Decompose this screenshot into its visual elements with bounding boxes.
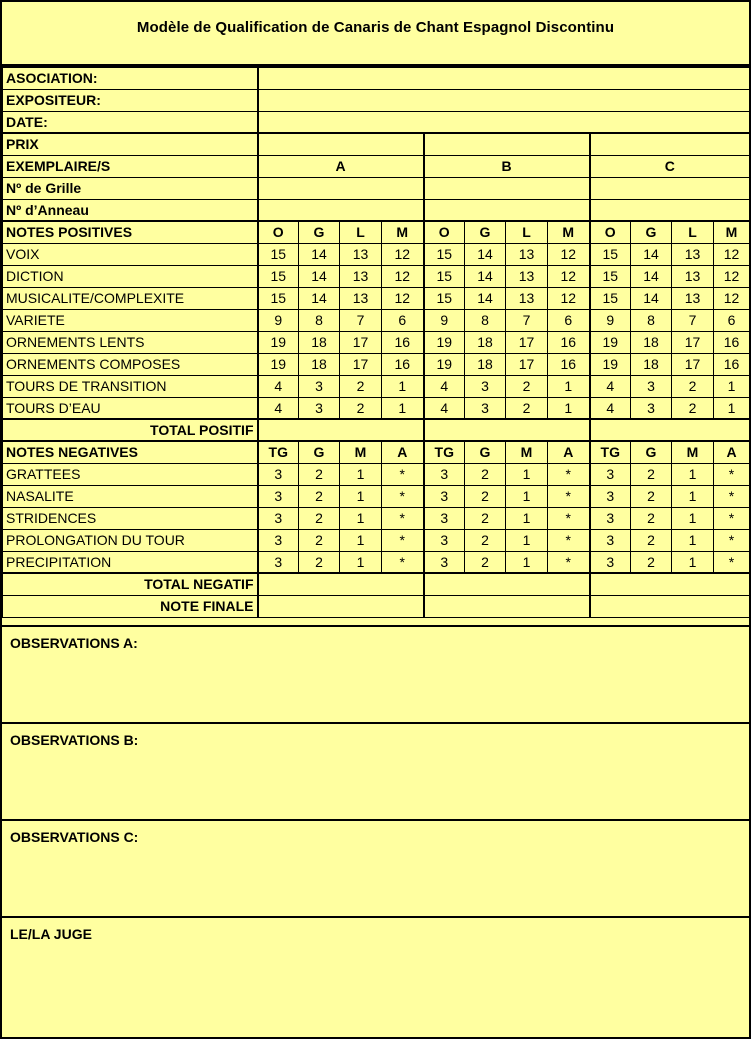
positive-header-a-1: G xyxy=(299,221,340,243)
score-cell[interactable]: 12 xyxy=(548,265,590,287)
score-cell[interactable]: 2 xyxy=(299,507,340,529)
score-cell[interactable]: 3 xyxy=(590,551,631,573)
score-cell[interactable]: 14 xyxy=(631,265,672,287)
positive-header-b-2: L xyxy=(506,221,548,243)
observations-b-label: OBSERVATIONS B: xyxy=(10,732,139,748)
score-cell[interactable]: 1 xyxy=(382,375,424,397)
prix-label: PRIX xyxy=(3,133,258,155)
score-cell[interactable]: 17 xyxy=(340,331,382,353)
negative-row-label: GRATTEES xyxy=(3,463,258,485)
row-prix xyxy=(3,133,750,155)
observations-b[interactable] xyxy=(2,722,749,819)
score-cell[interactable]: * xyxy=(714,507,750,529)
negative-header-row xyxy=(3,441,750,463)
score-cell[interactable]: 7 xyxy=(340,309,382,331)
score-cell[interactable]: 1 xyxy=(506,507,548,529)
score-cell[interactable]: 13 xyxy=(340,265,382,287)
score-cell[interactable]: 3 xyxy=(424,463,465,485)
score-cell[interactable]: 16 xyxy=(382,353,424,375)
score-cell[interactable]: 1 xyxy=(672,551,714,573)
negative-header-b-1: G xyxy=(465,441,506,463)
positive-header-c-1: G xyxy=(631,221,672,243)
observations-c-label: OBSERVATIONS C: xyxy=(10,829,139,845)
negative-row xyxy=(3,485,750,507)
score-cell[interactable]: 3 xyxy=(590,463,631,485)
score-cell[interactable]: 2 xyxy=(631,485,672,507)
score-cell[interactable]: 15 xyxy=(590,265,631,287)
score-cell[interactable]: 2 xyxy=(672,375,714,397)
score-cell[interactable]: * xyxy=(714,463,750,485)
score-cell[interactable]: 1 xyxy=(340,529,382,551)
score-cell[interactable]: 3 xyxy=(590,529,631,551)
negative-row xyxy=(3,507,750,529)
score-cell[interactable]: 1 xyxy=(714,397,750,419)
note-finale-row xyxy=(3,595,750,617)
score-cell[interactable]: 1 xyxy=(340,463,382,485)
row-asociation xyxy=(3,67,750,89)
score-cell[interactable]: 1 xyxy=(382,397,424,419)
score-cell[interactable]: 3 xyxy=(465,375,506,397)
negative-row xyxy=(3,551,750,573)
positive-row-label: MUSICALITE/COMPLEXITE xyxy=(3,287,258,309)
score-cell[interactable]: 13 xyxy=(506,265,548,287)
score-cell[interactable]: 3 xyxy=(258,485,299,507)
score-cell[interactable]: 3 xyxy=(258,529,299,551)
exemplaire-c: C xyxy=(590,155,750,177)
score-cell[interactable]: 18 xyxy=(631,353,672,375)
date-label: DATE: xyxy=(3,111,258,133)
score-cell[interactable]: 4 xyxy=(590,375,631,397)
score-cell[interactable]: 2 xyxy=(465,507,506,529)
observations-a[interactable] xyxy=(2,625,749,722)
score-cell[interactable]: 2 xyxy=(299,551,340,573)
score-cell[interactable]: 8 xyxy=(299,309,340,331)
score-cell[interactable]: * xyxy=(548,507,590,529)
negative-row xyxy=(3,463,750,485)
observations-a-label: OBSERVATIONS A: xyxy=(10,635,138,651)
negative-header-c-1: G xyxy=(631,441,672,463)
score-cell[interactable]: 1 xyxy=(340,507,382,529)
note-finale-b[interactable] xyxy=(424,595,590,617)
score-cell[interactable]: 12 xyxy=(382,243,424,265)
score-cell[interactable]: 1 xyxy=(506,485,548,507)
row-grille xyxy=(3,177,750,199)
score-cell[interactable]: 9 xyxy=(590,309,631,331)
score-cell[interactable]: 13 xyxy=(506,243,548,265)
positive-header-c-2: L xyxy=(672,221,714,243)
negative-header-b-3: A xyxy=(548,441,590,463)
score-cell[interactable]: * xyxy=(548,463,590,485)
positive-row-label: DICTION xyxy=(3,265,258,287)
score-cell[interactable]: 17 xyxy=(506,353,548,375)
positive-row xyxy=(3,265,750,287)
score-cell[interactable]: 1 xyxy=(506,463,548,485)
score-cell[interactable]: 12 xyxy=(548,243,590,265)
score-cell[interactable]: * xyxy=(382,551,424,573)
score-cell[interactable]: 18 xyxy=(465,353,506,375)
negative-row-label: STRIDENCES xyxy=(3,507,258,529)
total-positive-a[interactable] xyxy=(258,419,424,441)
prix-b[interactable] xyxy=(424,133,590,155)
negative-row-label: PROLONGATION DU TOUR xyxy=(3,529,258,551)
score-cell[interactable]: 12 xyxy=(714,265,750,287)
positive-label: NOTES POSITIVES xyxy=(3,221,258,243)
prix-a[interactable] xyxy=(258,133,424,155)
score-cell[interactable]: 1 xyxy=(340,485,382,507)
score-cell[interactable]: 16 xyxy=(382,331,424,353)
positive-header-row xyxy=(3,221,750,243)
score-cell[interactable]: 3 xyxy=(424,507,465,529)
score-cell[interactable]: 12 xyxy=(548,287,590,309)
score-cell[interactable]: 18 xyxy=(631,331,672,353)
score-cell[interactable]: 13 xyxy=(340,287,382,309)
positive-header-b-3: M xyxy=(548,221,590,243)
score-cell[interactable]: 2 xyxy=(672,397,714,419)
score-cell[interactable]: 14 xyxy=(465,243,506,265)
score-cell[interactable]: * xyxy=(714,529,750,551)
negative-header-b-0: TG xyxy=(424,441,465,463)
score-cell[interactable]: 3 xyxy=(465,397,506,419)
score-cell[interactable]: 3 xyxy=(299,375,340,397)
score-cell[interactable]: 3 xyxy=(258,463,299,485)
score-cell[interactable]: 16 xyxy=(714,331,750,353)
score-cell[interactable]: 15 xyxy=(424,265,465,287)
total-positive-c[interactable] xyxy=(590,419,750,441)
score-cell[interactable]: 3 xyxy=(590,507,631,529)
row-exemplaire xyxy=(3,155,750,177)
positive-row-label: VOIX xyxy=(3,243,258,265)
scoring-table xyxy=(2,66,750,618)
score-cell[interactable]: * xyxy=(714,485,750,507)
score-cell[interactable]: * xyxy=(548,551,590,573)
score-cell[interactable]: 1 xyxy=(714,375,750,397)
score-cell[interactable]: 12 xyxy=(714,243,750,265)
score-cell[interactable]: 18 xyxy=(299,353,340,375)
negative-row-label: PRECIPITATION xyxy=(3,551,258,573)
note-finale-a[interactable] xyxy=(258,595,424,617)
score-cell[interactable]: 3 xyxy=(631,375,672,397)
score-cell[interactable]: 13 xyxy=(672,243,714,265)
score-cell[interactable]: 4 xyxy=(258,375,299,397)
score-cell[interactable]: 17 xyxy=(672,353,714,375)
score-cell[interactable]: 16 xyxy=(714,353,750,375)
score-cell[interactable]: * xyxy=(382,529,424,551)
asociation-field[interactable] xyxy=(258,67,750,89)
score-cell[interactable]: 9 xyxy=(258,309,299,331)
score-cell[interactable]: 2 xyxy=(631,551,672,573)
positive-row-label: TOURS D’EAU xyxy=(3,397,258,419)
positive-row xyxy=(3,353,750,375)
positive-row xyxy=(3,243,750,265)
anneau-label: Nº d’Anneau xyxy=(3,199,258,221)
score-cell[interactable]: 2 xyxy=(631,507,672,529)
score-cell[interactable]: 3 xyxy=(258,551,299,573)
asociation-label: ASOCIATION: xyxy=(3,67,258,89)
score-cell[interactable]: 2 xyxy=(465,551,506,573)
score-cell[interactable]: 6 xyxy=(382,309,424,331)
row-expositeur xyxy=(3,89,750,111)
score-cell[interactable]: 15 xyxy=(590,243,631,265)
score-cell[interactable]: 9 xyxy=(424,309,465,331)
grille-a[interactable] xyxy=(258,177,424,199)
score-cell[interactable]: 12 xyxy=(382,265,424,287)
positive-row xyxy=(3,309,750,331)
score-cell[interactable]: 19 xyxy=(590,353,631,375)
score-cell[interactable]: 1 xyxy=(506,551,548,573)
positive-header-a-3: M xyxy=(382,221,424,243)
score-cell[interactable]: * xyxy=(382,463,424,485)
score-cell[interactable]: 15 xyxy=(424,243,465,265)
negative-row-label: NASALITE xyxy=(3,485,258,507)
positive-header-a-2: L xyxy=(340,221,382,243)
positive-header-c-0: O xyxy=(590,221,631,243)
score-cell[interactable]: 1 xyxy=(672,463,714,485)
score-cell[interactable]: * xyxy=(548,485,590,507)
observations-c[interactable] xyxy=(2,819,749,916)
score-cell[interactable]: 13 xyxy=(506,287,548,309)
score-cell[interactable]: 3 xyxy=(590,485,631,507)
score-cell[interactable]: 1 xyxy=(548,375,590,397)
score-cell[interactable]: 2 xyxy=(299,463,340,485)
score-cell[interactable]: * xyxy=(382,507,424,529)
score-cell[interactable]: 19 xyxy=(424,331,465,353)
total-negative-c[interactable] xyxy=(590,573,750,595)
grille-label: Nº de Grille xyxy=(3,177,258,199)
score-cell[interactable]: 15 xyxy=(258,287,299,309)
positive-row xyxy=(3,375,750,397)
score-cell[interactable]: 12 xyxy=(714,287,750,309)
score-cell[interactable]: 6 xyxy=(714,309,750,331)
score-cell[interactable]: 2 xyxy=(299,485,340,507)
negative-header-c-0: TG xyxy=(590,441,631,463)
score-cell[interactable]: * xyxy=(548,529,590,551)
positive-header-b-0: O xyxy=(424,221,465,243)
score-cell[interactable]: 14 xyxy=(299,243,340,265)
exemplaire-a: A xyxy=(258,155,424,177)
negative-label: NOTES NEGATIVES xyxy=(3,441,258,463)
anneau-c[interactable] xyxy=(590,199,750,221)
score-cell[interactable]: 19 xyxy=(258,353,299,375)
score-cell[interactable]: 4 xyxy=(424,397,465,419)
negative-header-b-2: M xyxy=(506,441,548,463)
positive-header-b-1: G xyxy=(465,221,506,243)
score-cell[interactable]: 2 xyxy=(506,397,548,419)
negative-header-a-0: TG xyxy=(258,441,299,463)
date-field[interactable] xyxy=(258,111,750,133)
score-cell[interactable]: 2 xyxy=(506,375,548,397)
total-positive-row xyxy=(3,419,750,441)
score-cell[interactable]: 19 xyxy=(424,353,465,375)
exemplaire-b: B xyxy=(424,155,590,177)
positive-header-c-3: M xyxy=(714,221,750,243)
score-cell[interactable]: 13 xyxy=(672,265,714,287)
score-cell[interactable]: 2 xyxy=(465,485,506,507)
score-cell[interactable]: 15 xyxy=(258,265,299,287)
negative-header-c-3: A xyxy=(714,441,750,463)
positive-row-label: ORNEMENTS COMPOSES xyxy=(3,353,258,375)
negative-header-a-1: G xyxy=(299,441,340,463)
score-cell[interactable]: 12 xyxy=(382,287,424,309)
score-cell[interactable]: 7 xyxy=(506,309,548,331)
score-cell[interactable]: 4 xyxy=(590,397,631,419)
score-cell[interactable]: 1 xyxy=(340,551,382,573)
grille-b[interactable] xyxy=(424,177,590,199)
negative-header-a-3: A xyxy=(382,441,424,463)
anneau-b[interactable] xyxy=(424,199,590,221)
score-cell[interactable]: 14 xyxy=(631,243,672,265)
score-cell[interactable]: 4 xyxy=(258,397,299,419)
score-cell[interactable]: 2 xyxy=(299,529,340,551)
score-cell[interactable]: 17 xyxy=(340,353,382,375)
score-cell[interactable]: 1 xyxy=(548,397,590,419)
page-title: Modèle de Qualification de Canaris de Chant Espagnol Discontinu xyxy=(2,2,749,66)
score-cell[interactable]: 1 xyxy=(672,529,714,551)
score-cell[interactable]: 18 xyxy=(299,331,340,353)
total-positive-label: TOTAL POSITIF xyxy=(3,419,258,441)
score-cell[interactable]: 14 xyxy=(465,287,506,309)
judge-label: LE/LA JUGE xyxy=(10,926,92,942)
expositeur-field[interactable] xyxy=(258,89,750,111)
score-cell[interactable]: 15 xyxy=(424,287,465,309)
score-cell[interactable]: 16 xyxy=(548,331,590,353)
score-cell[interactable]: 1 xyxy=(672,485,714,507)
positive-row xyxy=(3,331,750,353)
prix-c[interactable] xyxy=(590,133,750,155)
score-cell[interactable]: * xyxy=(382,485,424,507)
score-cell[interactable]: 3 xyxy=(424,551,465,573)
judge-signature[interactable] xyxy=(2,916,749,1037)
positive-row-label: TOURS DE TRANSITION xyxy=(3,375,258,397)
score-cell[interactable]: 8 xyxy=(465,309,506,331)
score-cell[interactable]: 2 xyxy=(465,463,506,485)
score-cell[interactable]: 2 xyxy=(465,529,506,551)
score-cell[interactable]: 4 xyxy=(424,375,465,397)
score-cell[interactable]: 15 xyxy=(590,287,631,309)
score-cell[interactable]: 16 xyxy=(548,353,590,375)
score-cell[interactable]: 3 xyxy=(258,507,299,529)
score-cell[interactable]: 2 xyxy=(340,375,382,397)
exemplaire-label: EXEMPLAIRE/S xyxy=(3,155,258,177)
positive-row-label: VARIETE xyxy=(3,309,258,331)
row-anneau xyxy=(3,199,750,221)
note-finale-c[interactable] xyxy=(590,595,750,617)
score-cell[interactable]: 13 xyxy=(340,243,382,265)
score-cell[interactable]: 1 xyxy=(506,529,548,551)
score-cell[interactable]: 14 xyxy=(299,287,340,309)
score-cell[interactable]: 18 xyxy=(465,331,506,353)
score-cell[interactable]: * xyxy=(714,551,750,573)
score-cell[interactable]: 2 xyxy=(631,529,672,551)
score-cell[interactable]: 2 xyxy=(631,463,672,485)
row-date xyxy=(3,111,750,133)
total-positive-b[interactable] xyxy=(424,419,590,441)
negative-row xyxy=(3,529,750,551)
score-cell[interactable]: 1 xyxy=(672,507,714,529)
score-cell[interactable]: 3 xyxy=(631,397,672,419)
score-cell[interactable]: 14 xyxy=(465,265,506,287)
expositeur-label: EXPOSITEUR: xyxy=(3,89,258,111)
total-negative-b[interactable] xyxy=(424,573,590,595)
score-cell[interactable]: 14 xyxy=(299,265,340,287)
total-negative-row xyxy=(3,573,750,595)
score-cell[interactable]: 2 xyxy=(340,397,382,419)
negative-header-a-2: M xyxy=(340,441,382,463)
score-cell[interactable]: 7 xyxy=(672,309,714,331)
score-cell[interactable]: 19 xyxy=(590,331,631,353)
negative-header-c-2: M xyxy=(672,441,714,463)
score-cell[interactable]: 17 xyxy=(506,331,548,353)
positive-row-label: ORNEMENTS LENTS xyxy=(3,331,258,353)
score-cell[interactable]: 13 xyxy=(672,287,714,309)
anneau-a[interactable] xyxy=(258,199,424,221)
total-negative-a[interactable] xyxy=(258,573,424,595)
score-cell[interactable]: 15 xyxy=(258,243,299,265)
note-finale-label: NOTE FINALE xyxy=(3,595,258,617)
positive-row xyxy=(3,287,750,309)
grille-c[interactable] xyxy=(590,177,750,199)
score-cell[interactable]: 6 xyxy=(548,309,590,331)
score-cell[interactable]: 3 xyxy=(299,397,340,419)
positive-header-a-0: O xyxy=(258,221,299,243)
total-negative-label: TOTAL NEGATIF xyxy=(3,573,258,595)
score-cell[interactable]: 17 xyxy=(672,331,714,353)
score-cell[interactable]: 3 xyxy=(424,529,465,551)
score-cell[interactable]: 14 xyxy=(631,287,672,309)
score-cell[interactable]: 3 xyxy=(424,485,465,507)
score-cell[interactable]: 19 xyxy=(258,331,299,353)
positive-row xyxy=(3,397,750,419)
score-cell[interactable]: 8 xyxy=(631,309,672,331)
